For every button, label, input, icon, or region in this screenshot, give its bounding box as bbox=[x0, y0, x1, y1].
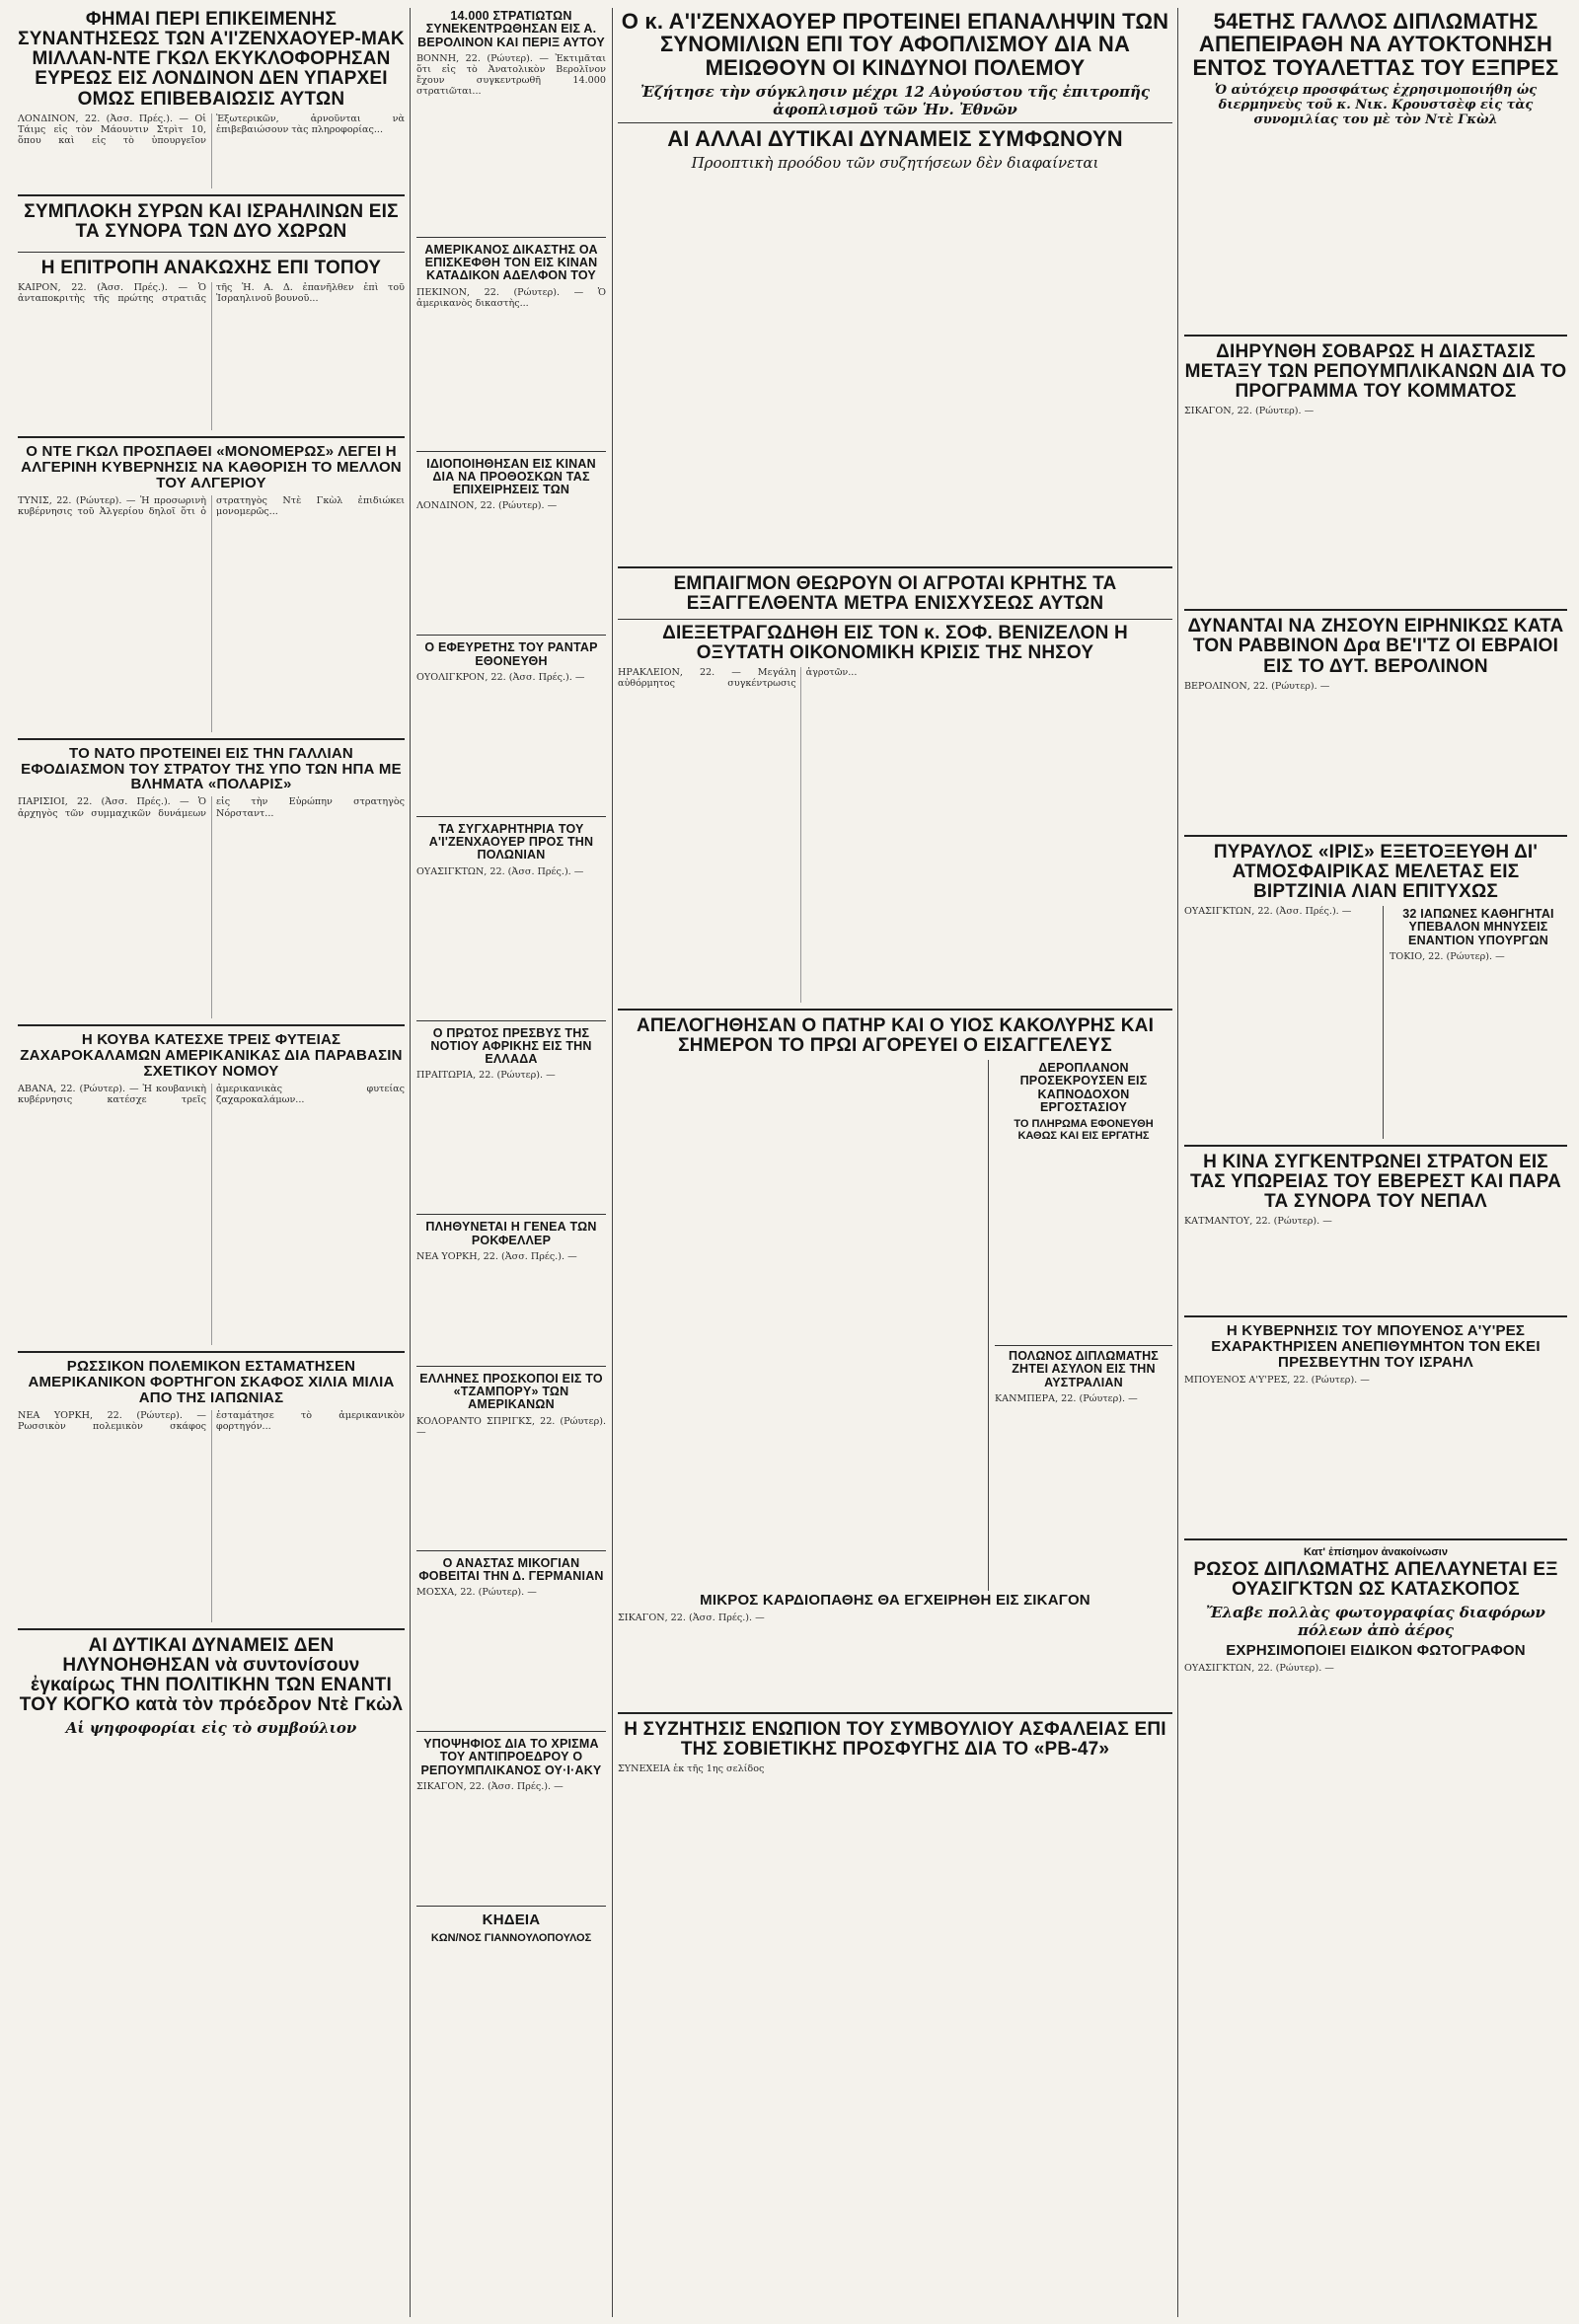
sidebar-briefs bbox=[988, 1060, 1172, 1591]
article-body: ΛΟΝΔΙΝΟΝ, 22. (Ρώυτερ). — bbox=[416, 500, 558, 512]
article-body: ΑΒΑΝΑ, 22. (Ρώυτερ). — Ἡ κουβανικὴ κυβέρνησις κατέσχε τρεῖς ἀμερικανικὰς φυτείας ζαχαροκαλάμων... bbox=[18, 1084, 405, 1106]
article-subheading: Προοπτικὴ προόδου τῶν συζητήσεων δὲν διαφαίνεται bbox=[691, 154, 1099, 173]
article-body: ΠΑΡΙΣΙΟΙ, 22. (Ἀσσ. Πρές.). — Ὁ ἀρχηγὸς τῶν συμμαχικῶν δυνάμεων εἰς τὴν Εὐρώπην στρατηγὸς Νόρσταντ... bbox=[18, 796, 405, 819]
article-headline: ΕΛΛΗΝΕΣ ΠΡΟΣΚΟΠΟΙ ΕΙΣ ΤΟ «ΤΖΑΜΠΟΡΥ» ΤΩΝ ΑΜΕΡΙΚΑΝΩΝ bbox=[419, 1371, 603, 1412]
article-body: ΟΥΑΣΙΓΚΤΩΝ, 22. (Ἀσσ. Πρές.). — bbox=[416, 865, 584, 877]
article bbox=[18, 744, 405, 1019]
column-1 bbox=[18, 8, 405, 2317]
article-headline: ΑΠΕΛΟΓΗΘΗΣΑΝ Ο ΠΑΤΗΡ ΚΑΙ Ο ΥΙΟΣ ΚΑΚΟΛΥΡΗΣ ΚΑΙ ΣΗΜΕΡΟΝ ΤΟ ΠΡΩΙ ΑΓΟΡΕΥΕΙ Ο ΕΙΣΑΓΓΕΛΕΥΣ bbox=[636, 1014, 1155, 1056]
article-headline: ΠΥΡΑΥΛΟΣ «ΙΡΙΣ» ΕΞΕΤΟΞΕΥΘΗ ΔΙ' ΑΤΜΟΣΦΑΙΡΙΚΑΣ ΜΕΛΕΤΑΣ ΕΙΣ ΒΙΡΤΖΙΝΙΑ ΛΙΑΝ ΕΠΙΤΥΧΩΣ bbox=[1213, 841, 1539, 902]
column-2 bbox=[416, 8, 606, 2317]
article-headline: Η ΣΥΖΗΤΗΣΙΣ ΕΝΩΠΙΟΝ ΤΟΥ ΣΥΜΒΟΥΛΙΟΥ ΑΣΦΑΛΕΙΑΣ ΕΠΙ ΤΗΣ ΣΟΒΙΕΤΙΚΗΣ ΠΡΟΣΦΥΓΗΣ ΔΙΑ ΤΟ «ΡΒ-47» bbox=[624, 1718, 1166, 1760]
article-body: ΚΟΛΟΡΑΝΤΟ ΣΠΡΙΓΚΣ, 22. (Ρώυτερ). — bbox=[416, 1415, 606, 1438]
article bbox=[416, 639, 606, 810]
article-body: ΒΕΡΟΛΙΝΟΝ, 22. (Ρώυτερ). — bbox=[1184, 680, 1330, 692]
article-body: ΟΥΑΣΙΓΚΤΩΝ, 22. (Ἀσσ. Πρές.). — bbox=[1184, 906, 1352, 918]
article-headline: ΠΛΗΘΥΝΕΤΑΙ Η ΓΕΝΕΑ ΤΩΝ ΡΟΚΦΕΛΛΕΡ bbox=[425, 1220, 597, 1247]
article bbox=[416, 1736, 606, 1900]
article bbox=[416, 1219, 606, 1360]
article bbox=[416, 456, 606, 630]
article-headline: ΔΥΝΑΝΤΑΙ ΝΑ ΖΗΣΟΥΝ ΕΙΡΗΝΙΚΩΣ ΚΑΤΑ ΤΟΝ ΡΑΒΒΙΝΟΝ Δρα ΒΕ'Ι'ΤΖ ΟΙ ΕΒΡΑΙΟΙ ΕΙΣ ΤΟ ΔΥΤ. ΒΕΡΟΛΙΝΟΝ bbox=[1187, 616, 1564, 677]
article-body: ΚΑΤΜΑΝΤΟΥ, 22. (Ρώυτερ). — bbox=[1184, 1216, 1332, 1228]
article bbox=[618, 8, 1172, 561]
article bbox=[1184, 8, 1567, 329]
article-subheading: Ἐζήτησε τὴν σύγκλησιν μέχρι 12 Αὐγούστου τῆς ἐπιτροπῆς ἀφοπλισμοῦ τῶν Ἡν. Ἐθνῶν bbox=[639, 82, 1151, 118]
article-body: ΤΥΝΙΣ, 22. (Ρώυτερ). — Ἡ προσωρινὴ κυβέρνησις τοῦ Ἀλγερίου δηλοῖ ὅτι ὁ στρατηγὸς Ντὲ Γκὼλ ἐπιδιώκει μονομερῶς... bbox=[18, 494, 405, 517]
article bbox=[416, 821, 606, 1014]
article-headline: Η ΕΠΙΤΡΟΠΗ ΑΝΑΚΩΧΗΣ ΕΠΙ ΤΟΠΟΥ bbox=[40, 257, 382, 278]
article bbox=[618, 572, 1172, 1003]
article bbox=[1184, 340, 1567, 603]
article-headline: ΑΜΕΡΙΚΑΝΟΣ ΔΙΚΑΣΤΗΣ ΟΑ ΕΠΙΣΚΕΦΘΗ ΤΟΝ ΕΙΣ ΚΙΝΑΝ ΚΑΤΑΔΙΚΟΝ ΑΔΕΛΦΟΝ ΤΟΥ bbox=[424, 242, 598, 283]
article-body: ΝΕΑ ΥΟΡΚΗ, 22. (Ρώυτερ). — Ρωσσικὸν πολεμικὸν σκάφος ἐσταμάτησε τὸ ἀμερικανικὸν φορτηγόν... bbox=[18, 1409, 405, 1432]
article-headline: ΤΟ ΝΑΤΟ ΠΡΟΤΕΙΝΕΙ ΕΙΣ ΤΗΝ ΓΑΛΛΙΑΝ ΕΦΟΔΙΑΣΜΟΝ ΤΟΥ ΣΤΡΑΤΟΥ ΤΗΣ ΥΠΟ ΤΩΝ ΗΠΑ ΜΕ ΒΛΗΜΑΤΑ «ΠΟΛΑΡΙΣ» bbox=[21, 744, 402, 793]
article-body bbox=[416, 1946, 606, 2064]
article-headline: ΣΥΜΠΛΟΚΗ ΣΥΡΩΝ ΚΑΙ ΙΣΡΑΗΛΙΝΩΝ ΕΙΣ ΤΑ ΣΥΝΟΡΑ ΤΩΝ ΔΥΟ ΧΩΡΩΝ bbox=[24, 200, 399, 242]
article bbox=[416, 1911, 606, 2064]
article-headline: ΔΙΗΡΥΝΘΗ ΣΟΒΑΡΩΣ Η ΔΙΑΣΤΑΣΙΣ ΜΕΤΑΞΥ ΤΩΝ ΡΕΠΟΥΜΠΛΙΚΑΝΩΝ ΔΙΑ ΤΟ ΠΡΟΓΡΑΜΜΑ ΤΟΥ ΚΟΜΜΑΤΟΣ bbox=[1184, 340, 1567, 403]
article-body: ΜΟΣΧΑ, 22. (Ρώυτερ). — bbox=[416, 1587, 537, 1598]
article-kicker: ΤΟ ΠΛΗΡΩΜΑ ΕΦΟΝΕΥΘΗ ΚΑΘΩΣ ΚΑΙ ΕΙΣ ΕΡΓΑΤΗΣ bbox=[1014, 1118, 1154, 1142]
article-body bbox=[995, 1144, 1172, 1341]
article-headline: ΤΑ ΣΥΓΧΑΡΗΤΗΡΙΑ ΤΟΥ Α'Ι'ΖΕΝΧΑΟΥΕΡ ΠΡΟΣ ΤΗΝ ΠΟΛΩΝΙΑΝ bbox=[428, 821, 594, 862]
article-headline: ΔΙΕΞΕΤΡΑΓΩΔΗΘΗ ΕΙΣ ΤΟΝ κ. ΣΟΦ. ΒΕΝΙΖΕΛΟΝ Η ΟΞΥΤΑΤΗ ΟΙΚΟΝΟΜΙΚΗ ΚΡΙΣΙΣ ΤΗΣ ΝΗΣΟΥ bbox=[662, 622, 1128, 663]
article-headline: ΙΔΙΟΠΟΙΗΘΗΣΑΝ ΕΙΣ ΚΙΝΑΝ ΔΙΑ ΝΑ ΠΡΟΘΟΣΚΩΝ ΤΑΣ ΕΠΙΧΕΙΡΗΣΕΙΣ ΤΩΝ bbox=[426, 456, 596, 496]
column-5 bbox=[1184, 8, 1567, 2317]
article bbox=[1184, 1321, 1567, 1533]
article-headline: ΕΧΡΗΣΙΜΟΠΟΙΕΙ ΕΙΔΙΚΟΝ ΦΩΤΟΓΡΑΦΟΝ bbox=[1226, 1642, 1526, 1660]
article-headline: 54ΕΤΗΣ ΓΑΛΛΟΣ ΔΙΠΛΩΜΑΤΗΣ ΑΠΕΠΕΙΡΑΘΗ ΝΑ ΑΥΤΟΚΤΟΝΗΣΗ ΕΝΤΟΣ ΤΟΥΑΛΕΤΤΑΣ ΤΟΥ ΕΞΠΡΕΣ bbox=[1192, 9, 1559, 80]
article bbox=[1184, 1544, 1567, 1880]
article-headline: Ο κ. Α'Ι'ΖΕΝΧΑΟΥΕΡ ΠΡΟΤΕΙΝΕΙ ΕΠΑΝΑΛΗΨΙΝ ΤΩΝ ΣΥΝΟΜΙΛΙΩΝ ΕΠΙ ΤΟΥ ΑΦΟΠΛΙΣΜΟΥ ΔΙΑ ΝΑ ΜΕΙΩΘΟΥΝ ΟΙ ΚΙΝΔΥΝΟΙ ΠΟΛΕΜΟΥ bbox=[621, 9, 1169, 80]
article-body: ΣΙΚΑΓΟΝ, 22. (Ἀσσ. Πρές.). — bbox=[416, 1780, 564, 1792]
article-body: ΟΥΑΣΙΓΚΤΩΝ, 22. (Ρώυτερ). — bbox=[1184, 1663, 1334, 1674]
article-headline: ΑΙ ΑΛΛΑΙ ΔΥΤΙΚΑΙ ΔΥΝΑΜΕΙΣ ΣΥΜΦΩΝΟΥΝ bbox=[667, 125, 1123, 151]
article-body: ΣΥΝΕΧΕΙΑ ἐκ τῆς 1ης σελίδος bbox=[618, 1762, 765, 1774]
article bbox=[18, 442, 405, 732]
article bbox=[416, 1371, 606, 1544]
article bbox=[416, 8, 606, 231]
column-rule bbox=[410, 8, 411, 2317]
article bbox=[416, 1025, 606, 1209]
article-subheading: Αἱ ψηφοφορίαι εἰς τὸ συμβούλιον bbox=[65, 1719, 357, 1738]
article bbox=[618, 1014, 1172, 1706]
article-body bbox=[1184, 131, 1567, 329]
article bbox=[18, 1030, 405, 1345]
article bbox=[416, 242, 606, 445]
article-body bbox=[618, 1060, 980, 1553]
article-headline: Ο ΝΤΕ ΓΚΩΛ ΠΡΟΣΠΑΘΕΙ «ΜΟΝΟΜΕΡΩΣ» ΛΕΓΕΙ Η ΑΛΓΕΡΙΝΗ ΚΥΒΕΡΝΗΣΙΣ ΝΑ ΚΑΘΟΡΙΣΗ ΤΟ ΜΕΛΛΟΝ ΤΟΥ ΑΛΓΕΡΙΟΥ bbox=[21, 443, 402, 491]
article-body: ΝΕΑ ΥΟΡΚΗ, 22. (Ἀσσ. Πρές.). — bbox=[416, 1250, 577, 1262]
article-headline: ΠΟΛΩΝΟΣ ΔΙΠΛΩΜΑΤΗΣ ΖΗΤΕΙ ΑΣΥΛΟΝ ΕΙΣ ΤΗΝ ΑΥΣΤΡΑΛΙΑΝ bbox=[1008, 1349, 1160, 1389]
article-body: ΒΟΝΝΗ, 22. (Ρώυτερ). — Ἐκτιμᾶται ὅτι εἰς τὸ Ἀνατολικὸν Βερολῖνον ἔχουν συγκεντρωθῆ 14.000 στρατιῶται... bbox=[416, 52, 606, 98]
article bbox=[18, 8, 405, 188]
article bbox=[1184, 1151, 1567, 1310]
article-headline: 14.000 ΣΤΡΑΤΙΩΤΩΝ ΣΥΝΕΚΕΝΤΡΩΘΗΣΑΝ ΕΙΣ Α. ΒΕΡΟΛΙΝΟΝ ΚΑΙ ΠΕΡΙΞ ΑΥΤΟΥ bbox=[417, 9, 605, 49]
newspaper-page bbox=[18, 8, 1567, 2317]
article-headline: ΜΙΚΡΟΣ ΚΑΡΔΙΟΠΑΘΗΣ ΘΑ ΕΓΧΕΙΡΗΘΗ ΕΙΣ ΣΙΚΑΓΟΝ bbox=[700, 1591, 1090, 1609]
article-body: ΣΙΚΑΓΟΝ, 22. (Ρώυτερ). — bbox=[1184, 406, 1315, 417]
article-headline: ΡΩΣΟΣ ΔΙΠΛΩΜΑΤΗΣ ΑΠΕΛΑΥΝΕΤΑΙ ΕΞ ΟΥΑΣΙΓΚΤΩΝ ΩΣ ΚΑΤΑΣΚΟΠΟΣ bbox=[1193, 1558, 1558, 1600]
article-kicker: Κατ' ἐπίσημον ἀνακοίνωσιν bbox=[1304, 1545, 1448, 1558]
article-headline: ΦΗΜΑΙ ΠΕΡΙ ΕΠΙΚΕΙΜΕΝΗΣ ΣΥΝΑΝΤΗΣΕΩΣ ΤΩΝ Α'Ι'ΖΕΝΧΑΟΥΕΡ-ΜΑΚ ΜΙΛΛΑΝ-ΝΤΕ ΓΚΩΛ ΕΚΥΚΛΟΦΟΡΗΣΑΝ ΕΥΡΕΩΣ ΕΙΣ ΛΟΝΔΙΝΟΝ ΔΕΝ ΥΠΑΡΧΕΙ ΟΜΩΣ ΕΠΙΒΕΒΑΙΩΣΙΣ ΑΥΤΩΝ bbox=[18, 9, 405, 110]
article-headline: ΚΗΔΕΙΑ bbox=[482, 1911, 541, 1928]
article-headline: ΑΙ ΔΥΤΙΚΑΙ ΔΥΝΑΜΕΙΣ ΔΕΝ ΗΛΥΝΟΗΘΗΣΑΝ νὰ συντονίσουν ἐγκαίρως ΤΗΝ ΠΟΛΙΤΙΚΗΝ ΤΩΝ ΕΝΑΝΤΙ ΤΟΥ ΚΟΓΚΟ κατὰ τὸν πρόεδρον Ντὲ Γκὼλ bbox=[19, 1634, 404, 1716]
article-headline: Ο ΑΝΑΣΤΑΣ ΜΙΚΟΓΙΑΝ ΦΟΒΕΙΤΑΙ ΤΗΝ Δ. ΓΕΡΜΑΝΙΑΝ bbox=[418, 1555, 604, 1583]
article-headline: Η ΚΙΝΑ ΣΥΓΚΕΝΤΡΩΝΕΙ ΣΤΡΑΤΟΝ ΕΙΣ ΤΑΣ ΥΠΩΡΕΙΑΣ ΤΟΥ ΕΒΕΡΕΣΤ ΚΑΙ ΠΑΡΑ ΤΑ ΣΥΝΟΡΑ ΤΟΥ ΝΕΠΑΛ bbox=[1189, 1151, 1562, 1213]
article-body: ΗΡΑΚΛΕΙΟΝ, 22. — Μεγάλη αὐθόρμητος συγκέντρωσις ἀγροτῶν... bbox=[618, 666, 858, 689]
article-subheading: Ἔλαβε πολλὰς φωτογραφίας διαφόρων πόλεων ἀπὸ ἀέρος bbox=[1206, 1604, 1545, 1640]
article bbox=[18, 257, 405, 430]
article-body bbox=[18, 1741, 405, 1987]
article-body: ΜΠΟΥΕΝΟΣ Α'Υ'ΡΕΣ, 22. (Ρώυτερ). — bbox=[1184, 1374, 1370, 1386]
article-headline: ΥΠΟΨΗΦΙΟΣ ΔΙΑ ΤΟ ΧΡΙΣΜΑ ΤΟΥ ΑΝΤΙΠΡΟΕΔΡΟΥ Ο ΡΕΠΟΥΜΠΛΙΚΑΝΟΣ ΟΥ·Ι·ΑΚΥ bbox=[420, 1737, 602, 1777]
sidebar-brief bbox=[1383, 906, 1567, 1139]
article-body: ΚΑΝΜΠΕΡΑ, 22. (Ρώυτερ). — bbox=[995, 1392, 1138, 1404]
article-headline: Ο ΠΡΩΤΟΣ ΠΡΕΣΒΥΣ ΤΗΣ ΝΟΤΙΟΥ ΑΦΡΙΚΗΣ ΕΙΣ ΤΗΝ ΕΛΛΑΔΑ bbox=[430, 1025, 592, 1066]
article-headline: 32 ΙΑΠΩΝΕΣ ΚΑΘΗΓΗΤΑΙ ΥΠΕΒΑΛΟΝ ΜΗΝΥΣΕΙΣ ΕΝΑΝΤΙΟΝ ΥΠΟΥΡΓΩΝ bbox=[1402, 907, 1554, 947]
article bbox=[18, 200, 405, 246]
article bbox=[18, 1357, 405, 1622]
column-rule bbox=[612, 8, 613, 2317]
article-headline: Ο ΕΦΕΥΡΕΤΗΣ ΤΟΥ ΡΑΝΤΑΡ ΕΘΟΝΕΥΘΗ bbox=[424, 640, 598, 668]
article bbox=[416, 1555, 606, 1726]
article-headline: ΕΜΠΑΙΓΜΟΝ ΘΕΩΡΟΥΝ ΟΙ ΑΓΡΟΤΑΙ ΚΡΗΤΗΣ ΤΑ ΕΞΑΓΓΕΛΘΕΝΤΑ ΜΕΤΡΑ ΕΝΙΣΧΥΣΕΩΣ ΑΥΤΩΝ bbox=[673, 573, 1117, 615]
article-body: ΠΡΑΙΤΩΡΙΑ, 22. (Ρώυτερ). — bbox=[416, 1070, 556, 1082]
article-body: ΚΑΙΡΟΝ, 22. (Ἀσσ. Πρές.). — Ὁ ἀνταποκριτὴς τῆς πρώτης στρατιᾶς τῆς Ἡ. Α. Δ. ἐπανῆλθεν ἐπὶ τοῦ Ἰσραηλινοῦ βουνοῦ... bbox=[18, 282, 405, 305]
article-headline: ΔΕΡΟΠΛΑΝΟΝ ΠΡΟΣΕΚΡΟΥΣΕΝ ΕΙΣ ΚΑΠΝΟΔΟΧΟΝ ΕΡΓΟΣΤΑΣΙΟΥ bbox=[1019, 1061, 1148, 1114]
article-body: ΤΟΚΙΟ, 22. (Ρώυτερ). — bbox=[1390, 950, 1505, 962]
article-subheading: Ὁ αὐτόχειρ προσφάτως ἐχρησιμοποιήθη ὡς διερμηνεὺς τοῦ κ. Νικ. Κρουστσὲφ εἰς τὰς συνομιλίας του μὲ τὸν Ντὲ Γκὼλ bbox=[1214, 82, 1538, 127]
article-kicker: ΚΩΝ/ΝΟΣ ΓΙΑΝΝΟΥΛΟΠΟΥΛΟΣ bbox=[430, 1931, 592, 1944]
column-rule bbox=[1177, 8, 1178, 2317]
article bbox=[1184, 841, 1567, 1139]
column-center bbox=[618, 8, 1172, 2317]
article-headline: Η ΚΥΒΕΡΝΗΣΙΣ ΤΟΥ ΜΠΟΥΕΝΟΣ Α'Υ'ΡΕΣ ΕΧΑΡΑΚΤΗΡΙΣΕΝ ΑΝΕΠΙΘΥΜΗΤΟΝ ΤΟΝ ΕΚΕΙ ΠΡΕΣΒΕΥΤΗΝ ΤΟΥ ΙΣΡΑΗΛ bbox=[1211, 1322, 1541, 1371]
article-headline: ΡΩΣΣΙΚΟΝ ΠΟΛΕΜΙΚΟΝ ΕΣΤΑΜΑΤΗΣΕΝ ΑΜΕΡΙΚΑΝΙΚΟΝ ΦΟΡΤΗΓΟΝ ΣΚΑΦΟΣ ΧΙΛΙΑ ΜΙΛΙΑ ΑΠΟ ΤΗΣ ΙΑΠΩΝΙΑΣ bbox=[28, 1358, 395, 1406]
article bbox=[1184, 615, 1567, 828]
article-body: ΛΟΝΔΙΝΟΝ, 22. (Ἀσσ. Πρές.). — Οἱ Τάιμς εἰς τὸν Μάουντιν Στρὶτ 10, ὅπου καὶ εἰς τὸ ὑπουργεῖον Ἐξωτερικῶν, ἀρνοῦνται νὰ ἐπιβεβαιώσουν τὰς πληροφορίας... bbox=[18, 112, 405, 147]
article-body: ΠΕΚΙΝΟΝ, 22. (Ρώυτερ). — Ὁ ἀμερικανὸς δικαστὴς... bbox=[416, 286, 606, 309]
article-headline: Η ΚΟΥΒΑ ΚΑΤΕΣΧΕ ΤΡΕΙΣ ΦΥΤΕΙΑΣ ΖΑΧΑΡΟΚΑΛΑΜΩΝ ΑΜΕΡΙΚΑΝΙΚΑΣ ΔΙΑ ΠΑΡΑΒΑΣΙΝ ΣΧΕΤΙΚΟΥ ΝΟΜΟΥ bbox=[20, 1031, 403, 1081]
article bbox=[18, 1634, 405, 1988]
article-body: ΟΥΟΛΙΓΚΡΟΝ, 22. (Ἀσσ. Πρές.). — bbox=[416, 671, 585, 683]
article-body: ΣΙΚΑΓΟΝ, 22. (Ἀσσ. Πρές.). — bbox=[618, 1612, 765, 1623]
article bbox=[618, 1718, 1172, 2079]
article-body bbox=[618, 176, 1172, 561]
